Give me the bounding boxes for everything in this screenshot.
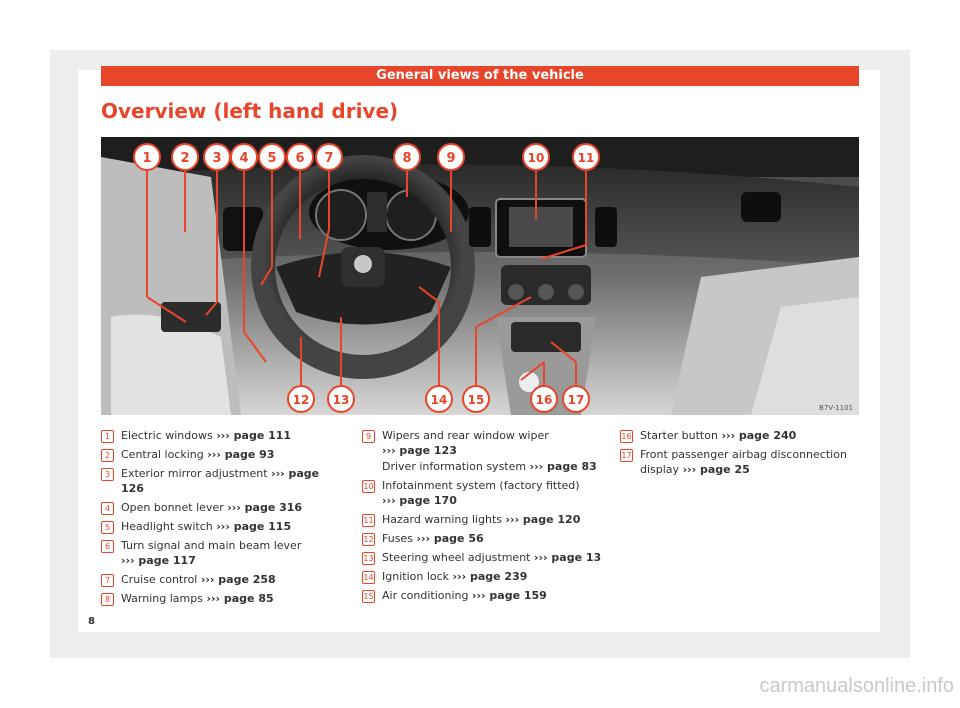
page-link[interactable]: ››› page 117: [121, 554, 196, 567]
svg-text:10: 10: [527, 151, 545, 165]
legend-column-2: [362, 428, 602, 607]
badge-4: [231, 144, 257, 170]
page-link[interactable]: ››› page 258: [200, 573, 276, 586]
legend-item: 1 Electric windows ››› page 111: [101, 428, 341, 443]
badge-11: [573, 144, 599, 170]
page-link[interactable]: ››› page 316: [227, 501, 303, 514]
legend-item: 6 Turn signal and main beam lever ››› page 117: [101, 538, 341, 568]
svg-text:5: 5: [267, 151, 277, 166]
svg-text:11: 11: [577, 151, 595, 165]
section-header: General views of the vehicle: [101, 66, 859, 86]
badge-13: [328, 386, 354, 412]
badge-5: [259, 144, 285, 170]
page-link[interactable]: ››› page 120: [505, 513, 581, 526]
badge-3: [204, 144, 230, 170]
svg-text:9: 9: [446, 151, 456, 166]
page-title: Overview (left hand drive): [101, 99, 399, 123]
page-link[interactable]: ››› page 115: [216, 520, 292, 533]
page-link[interactable]: ››› page 13: [533, 551, 602, 564]
svg-text:6: 6: [295, 151, 305, 166]
svg-text:2: 2: [180, 151, 190, 166]
page-link[interactable]: ››› page 170: [382, 494, 457, 507]
legend-item: 5 Headlight switch ››› page 115: [101, 519, 341, 534]
page-link[interactable]: ››› page 239: [452, 570, 528, 583]
legend-item: 7 Cruise control ››› page 258: [101, 572, 341, 587]
badge-7: [316, 144, 342, 170]
svg-text:3: 3: [212, 151, 222, 166]
badge-14: [426, 386, 452, 412]
badge-1: [134, 144, 160, 170]
badge-9: [438, 144, 464, 170]
badge-2: [172, 144, 198, 170]
page-link[interactable]: ››› page 123: [382, 444, 457, 457]
legend-item: 12 Fuses ››› page 56: [363, 532, 484, 545]
page-link[interactable]: ››› page 240: [721, 429, 797, 442]
svg-text:1: 1: [142, 151, 152, 166]
badge-12: [288, 386, 314, 412]
page-link[interactable]: ››› page 159: [471, 589, 547, 602]
badge-17: [563, 386, 589, 412]
page-link[interactable]: ››› page 83: [529, 460, 597, 473]
dashboard-photo: [101, 137, 859, 415]
svg-text:7: 7: [324, 151, 334, 166]
page-link[interactable]: ››› page 126: [121, 467, 320, 495]
legend-item: 2 Central locking ››› page 93: [101, 447, 341, 462]
svg-text:13: 13: [332, 393, 350, 407]
badge-10: [523, 144, 549, 170]
legend-item: 14 Ignition lock ››› page 239: [363, 570, 528, 583]
legend-item: 15 Air conditioning ››› page 159: [363, 589, 547, 602]
page-link[interactable]: ››› page 93: [207, 448, 275, 461]
page-link[interactable]: ››› page 56: [416, 532, 484, 545]
svg-text:14: 14: [430, 393, 448, 407]
badge-15: [463, 386, 489, 412]
svg-text:15: 15: [467, 393, 485, 407]
legend-item: 17 Front passenger airbag disconnection display ››› page 25: [621, 448, 847, 476]
svg-text:12: 12: [292, 393, 310, 407]
legend-item: 8 Warning lamps ››› page 85: [101, 591, 341, 606]
badge-8: [394, 144, 420, 170]
page-link[interactable]: ››› page 85: [206, 592, 274, 605]
legend-subitem: Driver information system ››› page 83: [382, 460, 597, 473]
svg-text:17: 17: [567, 393, 585, 407]
legend-item: 3 Exterior mirror adjustment ››› page 126: [101, 466, 341, 496]
legend-item: 10 Infotainment system (factory fitted) ››› page 170: [363, 479, 580, 507]
legend-column-1: [101, 428, 341, 610]
page-link[interactable]: ››› page 111: [216, 429, 292, 442]
legend-item: 11 Hazard warning lights ››› page 120: [363, 513, 581, 526]
legend-item: 13 Steering wheel adjustment ››› page 13: [363, 551, 602, 564]
badge-6: [287, 144, 313, 170]
legend-column-3: [620, 428, 860, 481]
legend-item: 16 Starter button ››› page 240: [621, 429, 797, 442]
svg-text:8: 8: [402, 151, 412, 166]
page-link[interactable]: ››› page 25: [682, 463, 750, 476]
svg-text:4: 4: [239, 151, 249, 166]
legend-item: 9 Wipers and rear window wiper ››› page 123 Driver information system ››› page 83: [362, 428, 602, 474]
watermark: carmanualsonline.info: [759, 675, 954, 697]
badge-16: [531, 386, 557, 412]
legend-item: 4 Open bonnet lever ››› page 316: [101, 500, 341, 515]
image-ref-code: B7V-1101: [819, 404, 853, 412]
page-number: 8: [88, 616, 95, 627]
svg-text:16: 16: [535, 393, 553, 407]
